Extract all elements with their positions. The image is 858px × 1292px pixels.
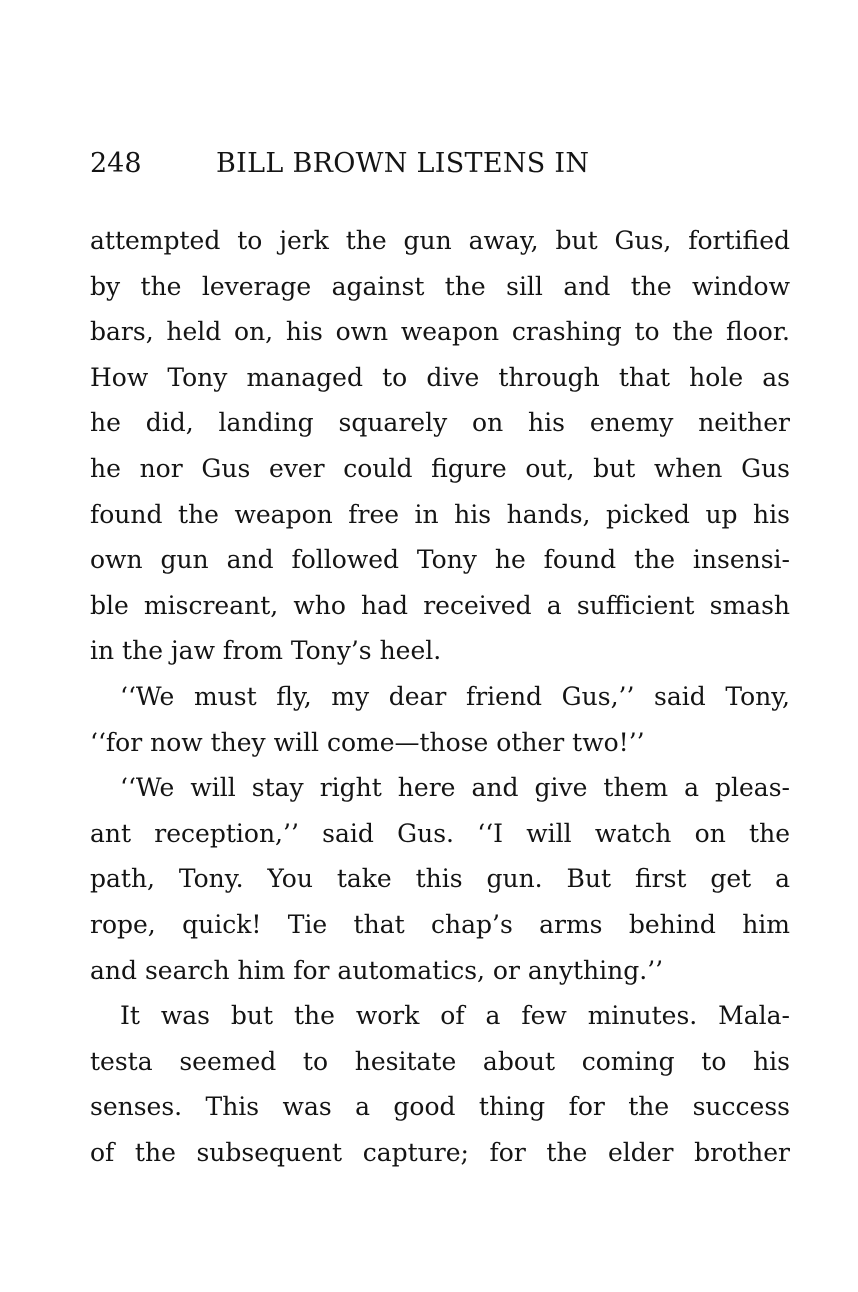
text-line: ant reception,’’ said Gus. ‘‘I will watch on the <box>90 818 790 848</box>
text-line: ble miscreant, who had received a sufficient smash <box>90 590 790 620</box>
text-line: ‘‘We must fly, my dear friend Gus,’’ said Tony, <box>120 681 790 711</box>
text-line: in the jaw from Tony’s heel. <box>90 636 442 666</box>
text-line: he did, landing squarely on his enemy neither <box>90 408 790 438</box>
text-line: testa seemed to hesitate about coming to his <box>90 1046 790 1076</box>
running-title: BILL BROWN LISTENS IN <box>216 148 590 179</box>
page-number: 248 <box>90 148 142 179</box>
text-line: How Tony managed to dive through that hole as <box>90 362 790 392</box>
paragraph <box>90 674 790 765</box>
text-line: he nor Gus ever could figure out, but when Gus <box>90 453 790 483</box>
text-line: found the weapon free in his hands, picked up his <box>90 499 790 529</box>
text-line: path, Tony. You take this gun. But first get a <box>90 864 790 894</box>
text-line: ‘‘We will stay right here and give them a pleas- <box>120 773 790 803</box>
text-line: ‘‘for now they will come—those other two!’’ <box>90 727 645 757</box>
text-line: by the leverage against the sill and the window <box>90 271 790 301</box>
text-line: senses. This was a good thing for the success <box>90 1092 790 1122</box>
text-line: and search him for automatics, or anything.’’ <box>90 955 664 985</box>
text-line: It was but the work of a few minutes. Mala- <box>120 1001 790 1031</box>
text-line: bars, held on, his own weapon crashing to the floor. <box>90 317 790 347</box>
paragraph <box>90 765 790 993</box>
body-text <box>90 218 790 1175</box>
text-line: attempted to jerk the gun away, but Gus, fortified <box>90 226 790 255</box>
text-line: own gun and followed Tony he found the insensi- <box>90 545 790 575</box>
text-line: rope, quick! Tie that chap’s arms behind him <box>90 909 790 939</box>
paragraph <box>90 993 790 1175</box>
text-line: of the subsequent capture; for the elder brother <box>90 1137 790 1167</box>
page-header <box>90 144 790 184</box>
paragraph <box>90 218 790 674</box>
